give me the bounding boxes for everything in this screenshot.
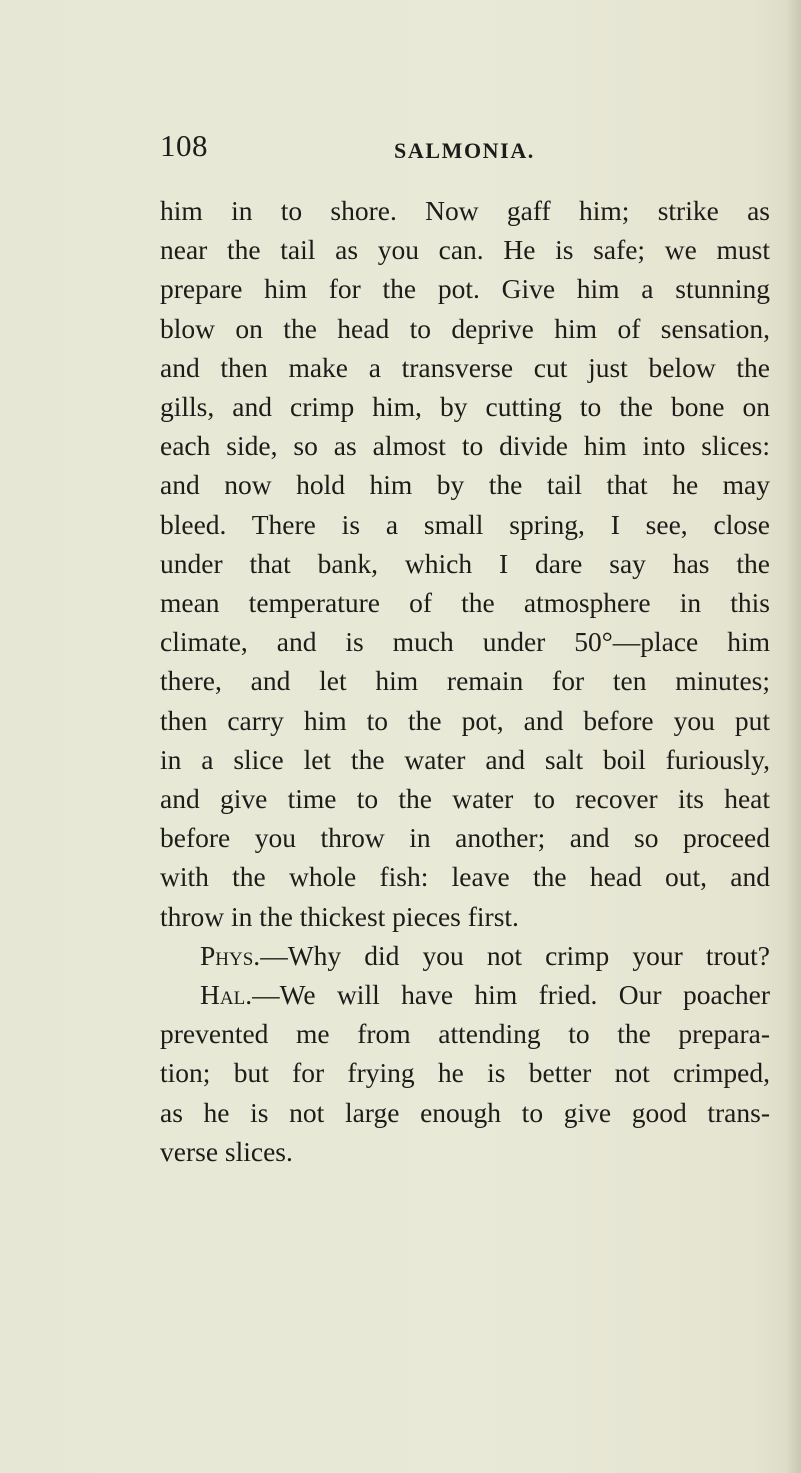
text-line: him in to shore. Now gaff him; strike as bbox=[160, 195, 770, 226]
text-line: before you throw in another; and so proceed bbox=[160, 822, 770, 854]
text-line: then carry him to the pot, and before you put bbox=[160, 704, 770, 736]
text-line: in a slice let the water and salt boil furiously, bbox=[160, 743, 770, 775]
text-line: prepare him for the pot. Give him a stunning bbox=[160, 273, 770, 305]
dialogue-line-hal bbox=[160, 975, 770, 1014]
text-line: bleed. There is a small spring, I see, close bbox=[160, 508, 770, 540]
speaker-name: Phys. bbox=[200, 939, 261, 971]
text-line: mean temperature of the atmosphere in this bbox=[160, 587, 770, 619]
dialogue-text: —We will have him fried. Our poacher bbox=[252, 979, 770, 1011]
text-line: there, and let him remain for ten minutes; bbox=[160, 665, 770, 697]
text-line: as he is not large enough to give good trans- bbox=[160, 1096, 770, 1128]
text-line: tion; but for frying he is better not crimped, bbox=[160, 1057, 770, 1089]
dialogue-text: —Why did you not crimp your trout? bbox=[260, 939, 770, 971]
page-header bbox=[160, 128, 760, 168]
text-line: each side, so as almost to divide him into slices: bbox=[160, 430, 770, 462]
text-line: gills, and crimp him, by cutting to the bone on bbox=[160, 391, 770, 423]
text-line: verse slices. bbox=[160, 1135, 293, 1167]
text-line: and give time to the water to recover its heat bbox=[160, 783, 770, 815]
text-line: blow on the head to deprive him of sensation, bbox=[160, 312, 770, 344]
page-edge-shadow bbox=[787, 0, 801, 1473]
text-line: near the tail as you can. He is safe; we must bbox=[160, 234, 770, 266]
text-line: under that bank, which I dare say has the bbox=[160, 547, 770, 579]
speaker-name: Hal. bbox=[200, 979, 253, 1011]
text-line: throw in the thickest pieces first. bbox=[160, 900, 519, 932]
text-line: and now hold him by the tail that he may bbox=[160, 469, 770, 501]
text-line: with the whole fish: leave the head out, and bbox=[160, 861, 770, 893]
dialogue-line-phys bbox=[160, 936, 770, 975]
text-line: and then make a transverse cut just below the bbox=[160, 351, 770, 383]
text-line: prevented me from attending to the prepara- bbox=[160, 1018, 770, 1050]
text-line: climate, and is much under 50°—place him bbox=[160, 626, 770, 658]
running-head: SALMONIA. bbox=[394, 138, 535, 163]
page-number: 108 bbox=[160, 128, 208, 163]
body-text bbox=[160, 191, 770, 1171]
